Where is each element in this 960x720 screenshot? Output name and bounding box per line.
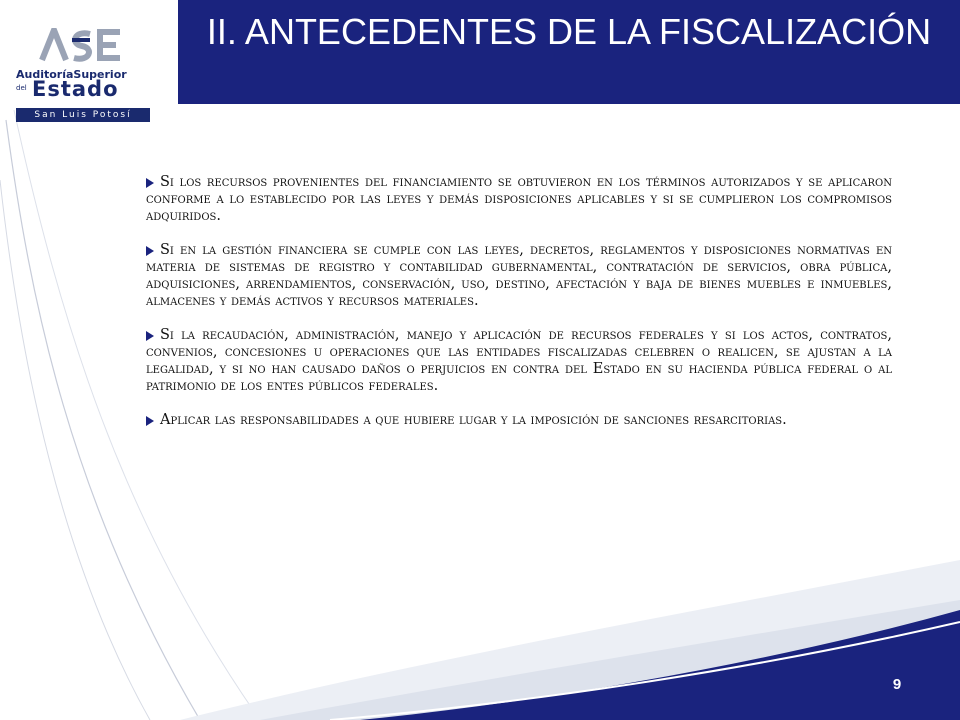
bullet-item [146,327,892,395]
logo [8,20,148,120]
logo-text-estado: Estado [32,77,119,101]
logo-text-del: del [16,84,27,92]
bullet-icon [146,246,154,256]
title-bar [178,0,960,104]
bullet-icon [146,331,154,341]
logo-text-location: San Luis Potosí [16,108,150,122]
bullet-icon [146,416,154,426]
bullet-icon [146,178,154,188]
page-title: II. ANTECEDENTES DE LA FISCALIZACIÓN [206,11,932,52]
bullet-item [146,412,892,429]
content-area [146,174,892,446]
bullet-item [146,242,892,310]
bullet-text: Si en la gestión financiera se cumple con las leyes, decretos, reglamentos y disposiciones normativas en materia de sistemas de registro y contabilidad gubernamental, contratación de servicios, obra pública, adquisiciones, arrendamientos, conservación, uso, destino, afectación y baja de bienes muebles e inmuebles, almacenes y demás activos y recursos materiales. [146,242,892,309]
logo-text-auditoria: AuditoríaSuperior [16,68,127,81]
bullet-item [146,174,892,225]
page-number: 9 [892,676,902,693]
ase-logo-icon [38,28,122,62]
bullet-text: Si la recaudación, administración, manejo y aplicación de recursos federales y si los actos, contratos, convenios, concesiones u operaciones que las entidades fiscalizadas celebren o realicen, se ajustan a la legalidad, y si no han causado daños o perjuicios en contra del Estado en su hacienda pública federal o al patrimonio de los entes públicos federales. [146,327,892,394]
bullet-text: Aplicar las responsabilidades a que hubiere lugar y la imposición de sanciones resarcitorias. [160,412,787,428]
bullet-text: Si los recursos provenientes del financiamiento se obtuvieron en los términos autorizados y se aplicaron conforme a lo establecido por las leyes y demás disposiciones aplicables y si se cumplieron los compromisos adquiridos. [146,174,892,224]
